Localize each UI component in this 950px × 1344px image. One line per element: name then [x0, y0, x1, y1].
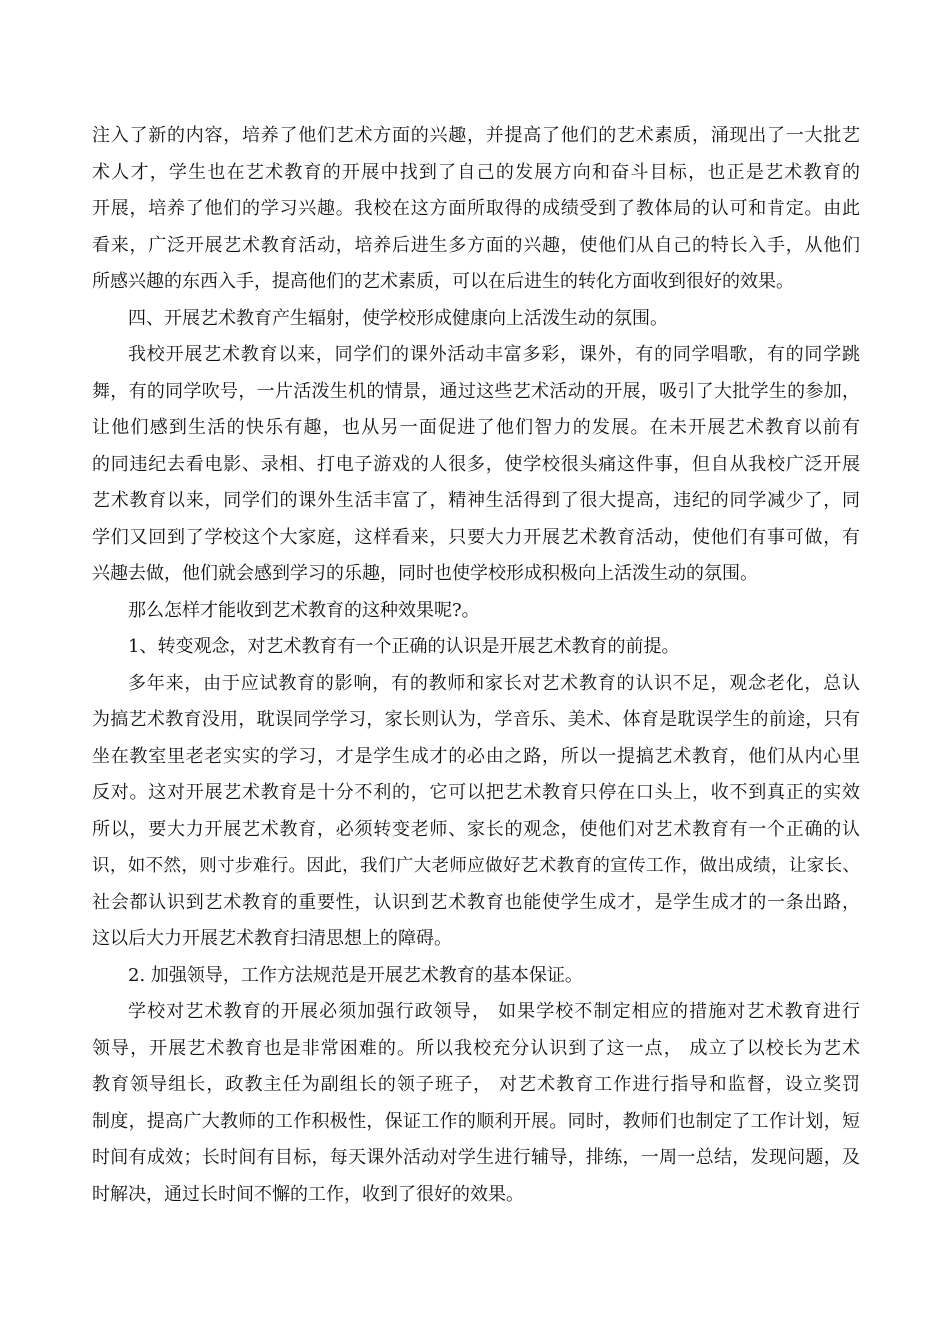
paragraph-line: 学们又回到了学校这个大家庭，这样看来，只要大力开展艺术教育活动，使他们有事可做，有	[92, 526, 860, 548]
paragraph-line: 的同违纪去看电影、录相、打电子游戏的人很多，使学校很头痛这件事，但自从我校广泛开展	[92, 453, 860, 475]
paragraph-line: 艺术教育以来，同学们的课外生活丰富了，精神生活得到了很大提高，违纪的同学减少了，同	[92, 490, 860, 511]
paragraph-line: 术人才，学生也在艺术教育的开展中找到了自己的发展方向和奋斗目标，也正是艺术教育的	[92, 161, 860, 183]
paragraph-line: 注入了新的内容，培养了他们艺术方面的兴趣，并提高了他们的艺术素质，涌现出了一大批艺	[92, 125, 860, 146]
paragraph-line: 为搞艺术教育没用，耽误同学学习，家长则认为，学音乐、美术、体育是耽误学生的前途，只有	[92, 709, 860, 730]
paragraph-line: 我校开展艺术教育以来，同学们的课外活动丰富多彩，课外，有的同学唱歌，有的同学跳	[128, 344, 860, 365]
section-heading: 2. 加强领导，工作方法规范是开展艺术教育的基本保证。	[128, 964, 583, 986]
paragraph-line: 教育领导组长，政教主任为副组长的领子班子， 对艺术教育工作进行指导和监督，设立奖罚	[92, 1074, 860, 1095]
section-heading: 1、转变观念，对艺术教育有一个正确的认识是开展艺术教育的前提。	[128, 636, 680, 657]
paragraph-line: 所感兴趣的东西入手，提高他们的艺术素质，可以在后进生的转化方面收到很好的效果。	[92, 271, 794, 292]
document-body	[92, 118, 860, 1213]
paragraph-line: 让他们感到生活的快乐有趣，也从另一面促进了他们智力的发展。在未开展艺术教育以前有	[92, 417, 860, 438]
paragraph-line: 兴趣去做，他们就会感到学习的乐趣，同时也使学校形成积极向上活泼生动的氛围。	[92, 563, 758, 584]
paragraph-line: 舞，有的同学吹号，一片活泼生机的情景，通过这些艺术活动的开展，吸引了大批学生的参加，	[92, 380, 860, 402]
paragraph-line: 领导，开展艺术教育也是非常困难的。所以我校充分认识到了这一点， 成立了以校长为艺术	[92, 1037, 860, 1059]
paragraph-line: 时解决，通过长时间不懈的工作，收到了很好的效果。	[92, 1183, 524, 1205]
paragraph-line: 所以，要大力开展艺术教育，必须转变老师、家长的观念，使他们对艺术教育有一个正确的认	[92, 818, 860, 840]
section-heading: 四、开展艺术教育产生辐射，使学校形成健康向上活泼生动的氛围。	[128, 307, 668, 329]
paragraph-line: 识，如不然，则寸步难行。因此，我们广大老师应做好艺术教育的宣传工作，做出成绩，让家长、	[92, 856, 860, 876]
paragraph-line: 社会都认识到艺术教育的重要性，认识到艺术教育也能使学生成才，是学生成才的一条出路，	[92, 891, 860, 913]
paragraph-line: 时间有成效；长时间有目标，每天课外活动对学生进行辅导，排练，一周一总结，发现问题，及	[92, 1147, 860, 1168]
paragraph-line: 反对。这对开展艺术教育是十分不利的，它可以把艺术教育只停在口头上，收不到真正的实效	[92, 782, 860, 803]
paragraph-line: 学校对艺术教育的开展必须加强行政领导， 如果学校不制定相应的措施对艺术教育进行	[128, 1001, 860, 1022]
paragraph-line: 开展，培养了他们的学习兴趣。我校在这方面所取得的成绩受到了教体局的认可和肯定。由此	[92, 198, 860, 219]
paragraph-line: 多年来，由于应试教育的影响，有的教师和家长对艺术教育的认识不足，观念老化，总认	[128, 672, 860, 694]
paragraph-line: 看来，广泛开展艺术教育活动，培养后进生多方面的兴趣，使他们从自己的特长入手，从他们	[92, 234, 860, 256]
paragraph-line: 坐在教室里老老实实的学习，才是学生成才的必由之路，所以一提搞艺术教育，他们从内心里	[92, 745, 860, 767]
paragraph-line: 这以后大力开展艺术教育扫清思想上的障碍。	[92, 928, 452, 949]
paragraph-line: 制度，提高广大教师的工作积极性，保证工作的顺利开展。同时，教师们也制定了工作计划，短	[92, 1110, 860, 1132]
question-line: 那么怎样才能收到艺术教育的这种效果呢?。	[128, 599, 480, 621]
